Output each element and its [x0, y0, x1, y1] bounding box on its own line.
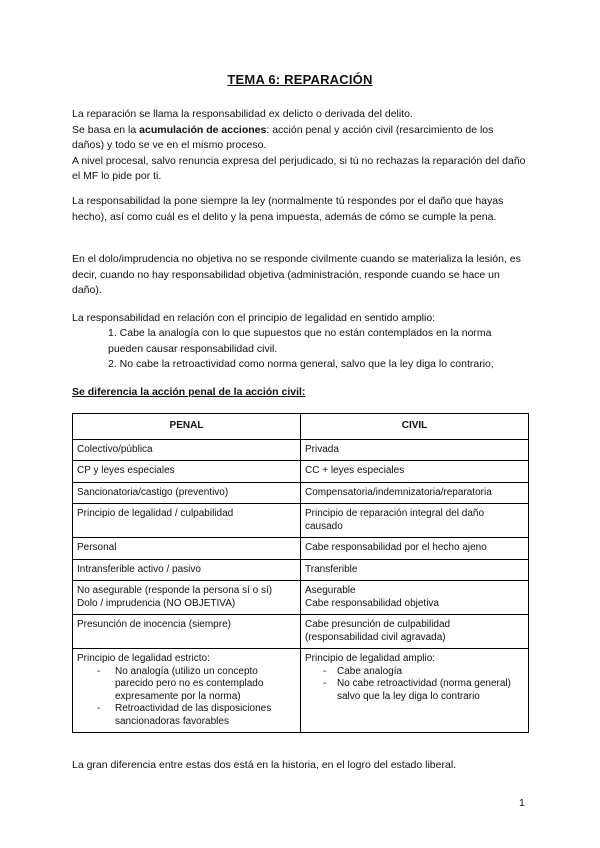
paragraph-3 — [72, 252, 528, 299]
cell-line: No asegurable (responde la persona sí o sí) — [77, 585, 273, 596]
cell-civil: CC + leyes especiales — [301, 461, 529, 483]
cell-penal: Colectivo/pública — [73, 439, 301, 461]
comparison-table — [72, 413, 529, 733]
cell-penal: Personal — [73, 538, 301, 560]
intro-line-2-bold: acumulación de acciones — [139, 123, 267, 136]
list-item: - No analogía (utilizo un concepto parecido pero no es contemplado expresamente por la norma) — [77, 666, 296, 704]
cell-penal: CP y leyes especiales — [73, 461, 301, 483]
dash-list — [77, 666, 296, 729]
header-civil: CIVIL — [301, 414, 529, 440]
dash-list — [305, 666, 524, 704]
table-row — [73, 439, 529, 461]
table-row — [73, 615, 529, 649]
list-item: 1. Cabe la analogía con lo que supuestos que no están contemplados en la norma pueden causar responsabilidad civil. — [108, 327, 492, 355]
closing-sentence: La gran diferencia entre estas dos está en la historia, en el logro del estado liberal. — [72, 759, 457, 771]
section-heading: Se diferencia la acción penal de la acción civil: — [72, 386, 306, 398]
table-row — [73, 559, 529, 581]
page-number: 1 — [519, 797, 525, 809]
cell-penal — [73, 581, 301, 615]
paragraph-4 — [72, 311, 528, 327]
cell-penal — [73, 649, 301, 733]
list-item: - Cabe analogía — [305, 666, 524, 679]
intro-line-1: La reparación se llama la responsabilidad ex delicto o derivada del delito. — [72, 108, 413, 120]
paragraph-2 — [72, 194, 528, 225]
cell-civil: Cabe presunción de culpabilidad (responsabilidad civil agravada) — [301, 615, 529, 649]
intro-line-3: A nivel procesal, salvo renuncia expresa del perjudicado, si tú no rechazas la reparación del daño el MF lo pide por ti. — [72, 154, 526, 182]
page-title: TEMA 6: REPARACIÓN — [227, 72, 373, 87]
table-row — [73, 461, 529, 483]
paragraph-3-text: En el dolo/imprudencia no objetiva no se responde civilmente cuando se materializa la lesión, es decir, cuando no hay responsabilidad objetiva (administración, responde cuando se hace un daño). — [72, 253, 521, 296]
header-penal: PENAL — [73, 414, 301, 440]
intro-line-2-pre: Se basa en la — [72, 123, 140, 136]
list-item: 2. No cabe la retroactividad como norma general, salvo que la ley diga lo contrario, — [108, 358, 494, 370]
table-row — [73, 504, 529, 538]
intro-paragraph — [72, 107, 528, 185]
cell-civil: Compensatoria/indemnizatoria/reparatoria — [301, 482, 529, 504]
cell-heading: Principio de legalidad amplio: — [305, 653, 436, 664]
cell-line: Cabe responsabilidad objetiva — [305, 597, 439, 609]
paragraph-4-text: La responsabilidad en relación con el principio de legalidad en sentido amplio: — [72, 312, 436, 324]
table-row — [73, 482, 529, 504]
table-row — [73, 649, 529, 733]
list-item: - No cabe retroactividad (norma general) salvo que la ley diga lo contrario — [305, 678, 524, 703]
cell-line: Dolo / imprudencia (NO OBJETIVA) — [77, 597, 236, 609]
table-row — [73, 538, 529, 560]
intro-line-2 — [72, 123, 528, 154]
cell-civil — [301, 649, 529, 733]
numbered-list — [108, 326, 528, 373]
cell-line: Asegurable — [305, 585, 356, 596]
cell-civil: Principio de reparación integral del daño causado — [301, 504, 529, 538]
cell-civil: Transferible — [301, 559, 529, 581]
intro-line-2-post: : acción penal y acción civil (resarcimiento de los daños) y todo se ve en el mismo proceso. — [72, 123, 494, 151]
table-row — [73, 581, 529, 615]
cell-penal: Principio de legalidad / culpabilidad — [73, 504, 301, 538]
cell-civil: Cabe responsabilidad por el hecho ajeno — [301, 538, 529, 560]
list-item: - Retroactividad de las disposiciones sancionadoras favorables — [77, 703, 296, 728]
cell-penal: Sancionatoria/castigo (preventivo) — [73, 482, 301, 504]
cell-heading: Principio de legalidad estricto: — [77, 653, 210, 664]
cell-civil: Privada — [301, 439, 529, 461]
cell-civil — [301, 581, 529, 615]
paragraph-2-text: La responsabilidad la pone siempre la ley (normalmente tú respondes por el daño que hayas hecho), así como cuál es el delito y la pena impuesta, además de cómo se cumple la pena. — [72, 195, 504, 223]
cell-penal: Presunción de inocencia (siempre) — [73, 615, 301, 649]
cell-penal: Intransferible activo / pasivo — [73, 559, 301, 581]
table-header-row — [73, 414, 529, 440]
